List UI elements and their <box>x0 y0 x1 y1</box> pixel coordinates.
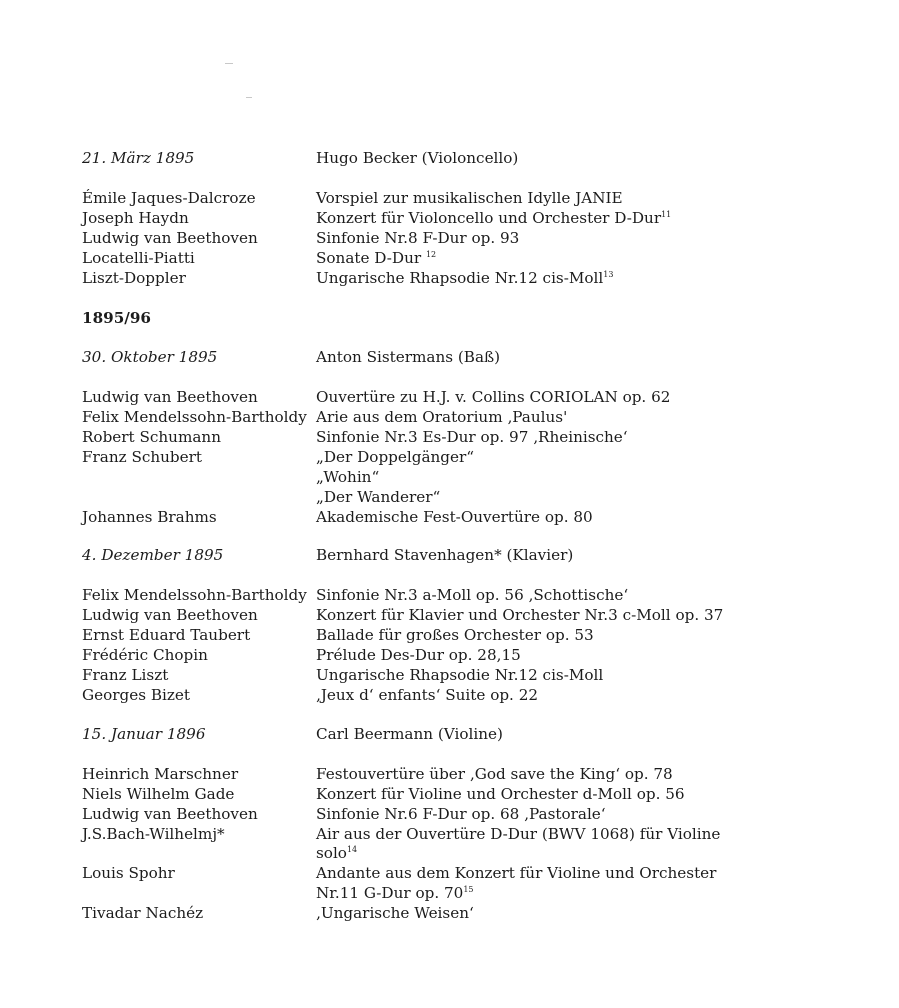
program-row <box>82 248 782 268</box>
work: ‚Ungarische Weisen‘ <box>316 904 474 922</box>
work: Festouvertüre über ‚God save the King‘ op. 78 <box>316 765 673 783</box>
program-row <box>82 625 782 645</box>
work-continuation: Nr.11 G-Dur op. 70 <box>316 884 464 902</box>
composer: Robert Schumann <box>82 428 221 446</box>
composer: Liszt-Doppler <box>82 269 186 287</box>
composer: Heinrich Marschner <box>82 765 239 783</box>
program-row <box>82 507 782 527</box>
work: Ouvertüre zu H.J. v. Collins CORIOLAN op. 62 <box>316 388 671 406</box>
footnote-ref: 12 <box>425 250 437 259</box>
composer: J.S.Bach-Wilhelmj* <box>82 825 225 843</box>
program-row <box>82 387 782 407</box>
work-wrap <box>316 883 474 903</box>
composer: Franz Schubert <box>82 448 203 466</box>
composer: Frédéric Chopin <box>82 646 208 664</box>
work: „Der Wanderer“ <box>316 488 441 506</box>
work: Prélude Des-Dur op. 28,15 <box>316 646 521 664</box>
composer: Georges Bizet <box>82 686 190 704</box>
program-row <box>82 804 782 824</box>
concert-date: 4. Dezember 1895 <box>82 546 224 564</box>
program-row <box>82 903 782 923</box>
work: Ungarische Rhapsodie Nr.12 cis-Moll <box>316 666 604 684</box>
program-row <box>82 784 782 804</box>
program-row <box>82 585 782 605</box>
work: Konzert für Violoncello und Orchester D-Dur <box>316 209 662 227</box>
composer: Ludwig van Beethoven <box>82 229 258 247</box>
work: Sinfonie Nr.6 F-Dur op. 68 ‚Pastorale‘ <box>316 805 606 823</box>
work-wrap <box>316 268 613 288</box>
work-wrap <box>316 208 671 228</box>
program-row <box>82 427 782 447</box>
scan-speck <box>225 63 233 64</box>
program-row <box>82 863 782 883</box>
work: Sonate D-Dur <box>316 249 422 267</box>
work: Akademische Fest-Ouvertüre op. 80 <box>316 508 593 526</box>
work: Ungarische Rhapsodie Nr.12 cis-Moll <box>316 269 604 287</box>
concert-soloist: Hugo Becker (Violoncello) <box>316 149 519 167</box>
work-wrap <box>316 248 436 268</box>
composer: Locatelli-Piatti <box>82 249 195 267</box>
program-row <box>82 268 782 288</box>
program-row <box>82 764 782 784</box>
footnote-ref: 15 <box>463 885 474 894</box>
work: Sinfonie Nr.3 Es-Dur op. 97 ‚Rheinische‘ <box>316 428 628 446</box>
work: Konzert für Violine und Orchester d-Moll op. 56 <box>316 785 685 803</box>
work-continuation: solo <box>316 844 347 862</box>
composer: Ernst Eduard Taubert <box>82 626 251 644</box>
program-row <box>82 665 782 685</box>
composer: Tivadar Nachéz <box>82 904 204 922</box>
program-row <box>82 407 782 427</box>
concert-date: 30. Oktober 1895 <box>82 348 218 366</box>
work: „Wohin“ <box>316 468 380 486</box>
scan-speck <box>246 97 252 98</box>
work-wrap <box>316 843 357 863</box>
program-row <box>82 685 782 705</box>
composer: Franz Liszt <box>82 666 169 684</box>
work: Vorspiel zur musikalischen Idylle JANIE <box>316 189 623 207</box>
composer: Ludwig van Beethoven <box>82 805 258 823</box>
composer: Louis Spohr <box>82 864 175 882</box>
concert-header <box>82 148 782 168</box>
program-row <box>82 447 782 467</box>
footnote-ref: 14 <box>346 845 358 854</box>
work: Andante aus dem Konzert für Violine und Orchester <box>316 864 717 882</box>
work: Konzert für Klavier und Orchester Nr.3 c-Moll op. 37 <box>316 606 724 624</box>
program-row <box>82 605 782 625</box>
program-row <box>82 228 782 248</box>
work: Air aus der Ouvertüre D-Dur (BWV 1068) für Violine <box>316 825 721 843</box>
composer: Felix Mendelssohn-Bartholdy <box>82 408 307 426</box>
program-row <box>82 467 782 487</box>
work: Sinfonie Nr.8 F-Dur op. 93 <box>316 229 520 247</box>
composer: Johannes Brahms <box>82 508 217 526</box>
composer: Felix Mendelssohn-Bartholdy <box>82 586 307 604</box>
concert-header <box>82 724 782 744</box>
composer: Ludwig van Beethoven <box>82 606 258 624</box>
work: ‚Jeux d‘ enfants‘ Suite op. 22 <box>316 686 539 704</box>
program-row <box>82 824 782 844</box>
program-row <box>82 645 782 665</box>
footnote-ref: 11 <box>661 210 672 219</box>
concert-header <box>82 545 782 565</box>
work: Arie aus dem Oratorium ‚Paulus' <box>316 408 568 426</box>
concert-date: 15. Januar 1896 <box>82 725 206 743</box>
work: Ballade für großes Orchester op. 53 <box>316 626 594 644</box>
composer: Joseph Haydn <box>82 209 189 227</box>
concert-date: 21. März 1895 <box>82 149 195 167</box>
season-heading: 1895/96 <box>82 309 151 327</box>
composer: Émile Jaques-Dalcroze <box>82 189 256 207</box>
concert-soloist: Anton Sistermans (Baß) <box>316 348 501 366</box>
concert-soloist: Bernhard Stavenhagen* (Klavier) <box>316 546 574 564</box>
program-row-continuation <box>82 883 782 903</box>
program-row <box>82 487 782 507</box>
program-row <box>82 208 782 228</box>
composer: Niels Wilhelm Gade <box>82 785 235 803</box>
program-row-continuation <box>82 843 782 863</box>
composer: Ludwig van Beethoven <box>82 388 258 406</box>
concert-soloist: Carl Beermann (Violine) <box>316 725 503 743</box>
footnote-ref: 13 <box>603 270 614 279</box>
work: „Der Doppelgänger“ <box>316 448 475 466</box>
program-row <box>82 188 782 208</box>
season-heading-row <box>82 308 782 328</box>
concert-header <box>82 347 782 367</box>
work: Sinfonie Nr.3 a-Moll op. 56 ‚Schottische‘ <box>316 586 629 604</box>
